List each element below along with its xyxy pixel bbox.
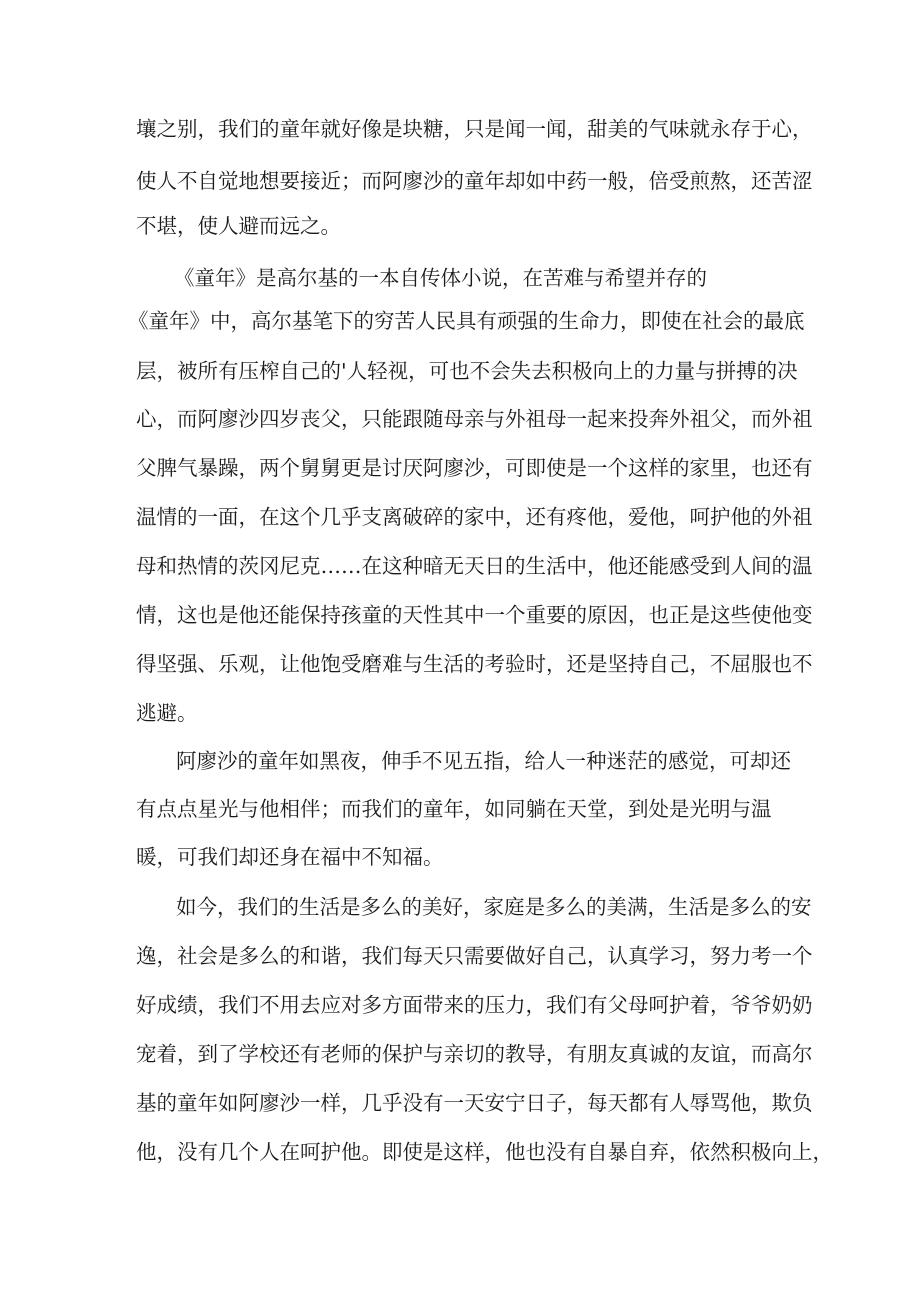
- text-line: 基的童年如阿廖沙一样，几乎没有一天安宁日子，每天都有人辱骂他，欺负: [136, 1091, 813, 1115]
- text-line: 母和热情的茨冈尼克……在这种暗无天日的生活中，他还能感受到人间的温: [136, 554, 813, 578]
- text-line: 逃避。: [136, 701, 198, 725]
- text-line: 他，没有几个人在呵护他。即使是这样，他也没有自暴自弃，依然积极向上，: [136, 1140, 833, 1164]
- text-line: 使人不自觉地想要接近；而阿廖沙的童年却如中药一般，倍受煎熬，还苦涩: [136, 169, 813, 193]
- text-line: 情，这也是他还能保持孩童的天性其中一个重要的原因，也正是这些使他变: [136, 603, 813, 627]
- text-line: 得坚强、乐观，让他饱受磨难与生活的考验时，还是坚持自己，不屈服也不: [136, 652, 813, 676]
- text-line: 宠着，到了学校还有老师的保护与亲切的教导，有朋友真诚的友谊，而高尔: [136, 1042, 813, 1066]
- text-line: 逸，社会是多么的和谐，我们每天只需要做好自己，认真学习，努力考一个: [136, 944, 813, 968]
- text-line: 壤之别，我们的童年就好像是块糖，只是闻一闻，甜美的气味就永存于心，: [136, 117, 813, 141]
- text-line: 暖，可我们却还身在福中不知福。: [136, 845, 444, 869]
- text-line: 不堪，使人避而远之。: [136, 214, 341, 238]
- text-line: 如今，我们的生活是多么的美好，家庭是多么的美满，生活是多么的安: [176, 895, 812, 919]
- text-line: 温情的一面，在这个几乎支离破碎的家中，还有疼他，爱他，呵护他的外祖: [136, 505, 813, 529]
- text-line: 心，而阿廖沙四岁丧父，只能跟随母亲与外祖母一起来投奔外祖父，而外祖: [136, 407, 813, 431]
- text-line: 父脾气暴躁，两个舅舅更是讨厌阿廖沙，可即使是一个这样的家里，也还有: [136, 456, 813, 480]
- text-line: 阿廖沙的童年如黑夜，伸手不见五指，给人一种迷茫的感觉，可却还: [176, 749, 791, 773]
- text-line: 有点点星光与他相伴；而我们的童年，如同躺在天堂，到处是光明与温: [136, 797, 772, 821]
- text-line: 《童年》中，高尔基笔下的穷苦人民具有顽强的生命力，即使在社会的最底: [128, 309, 805, 333]
- text-line: 《童年》是高尔基的一本自传体小说，在苦难与希望并存的: [174, 266, 707, 290]
- text-line: 好成绩，我们不用去应对多方面带来的压力，我们有父母呵护着，爷爷奶奶: [136, 993, 813, 1017]
- text-line: 层，被所有压榨自己的'人轻视，可也不会失去积极向上的力量与拼搏的决: [136, 359, 798, 383]
